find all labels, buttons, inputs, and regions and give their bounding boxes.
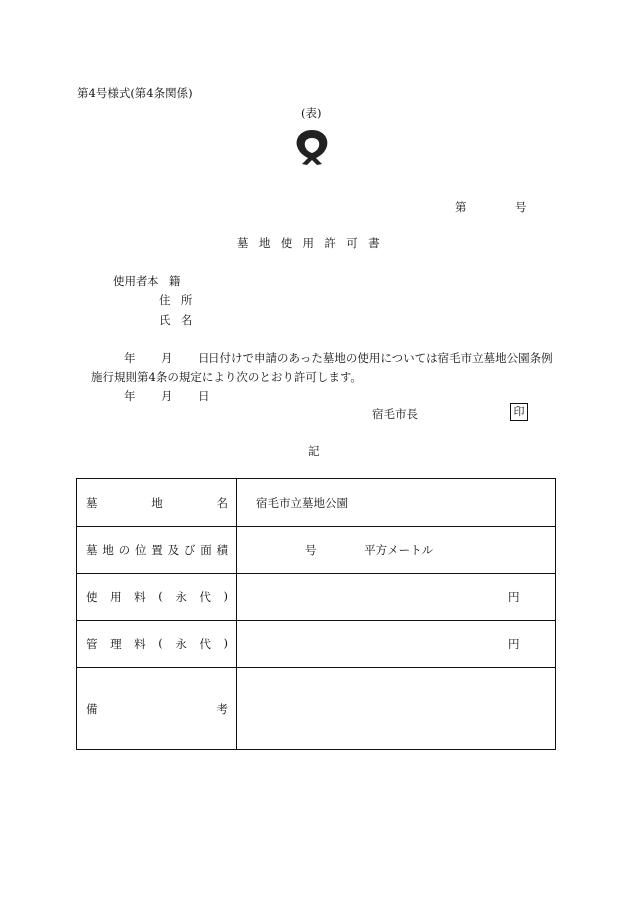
label-char: 墓 (86, 543, 98, 557)
city-emblem-icon (292, 127, 332, 167)
label-char: の (118, 543, 131, 557)
ki-heading: 記 (308, 444, 320, 458)
body-date-year: 年 (124, 351, 136, 365)
label-char: 永 (175, 637, 187, 651)
document-title: 墓地使用許可書 (237, 236, 390, 250)
applicant-field-name: 氏名 (159, 313, 203, 327)
table-row (77, 621, 556, 668)
table-row (77, 574, 556, 621)
applicant-field-address: 住所 (159, 293, 203, 307)
form-number: 第4号様式(第4条関係) (77, 86, 193, 100)
issue-date-year: 年 (124, 389, 136, 403)
issuer-name: 宿毛市長 (372, 407, 418, 421)
yen-unit: 円 (508, 590, 520, 604)
label-char: ) (223, 636, 228, 650)
table-row (77, 527, 556, 574)
row-label-remarks (77, 668, 237, 750)
label-char: 積 (216, 543, 228, 557)
label-char: 及 (167, 543, 180, 557)
label-char: 地 (102, 543, 114, 557)
label-char: 面 (200, 543, 212, 557)
label-char: 料 (134, 637, 146, 651)
label-char: 永 (175, 590, 187, 604)
seal-box: 印 (510, 403, 528, 421)
row-value-management-fee (237, 621, 556, 668)
area-unit: 平方メートル (364, 543, 434, 557)
table-row (77, 668, 556, 750)
label-char: 考 (216, 701, 228, 716)
detail-table (76, 478, 556, 750)
lot-number-unit: 号 (305, 543, 317, 557)
row-value-location-area (237, 527, 556, 574)
side-label: (表) (301, 106, 322, 120)
row-label-cemetery-name (77, 479, 237, 527)
row-label-location-area (77, 527, 237, 574)
body-text-line2: 施行規則第4条の規定により次のとおり許可します。 (91, 370, 362, 384)
body-date-month: 月 (161, 351, 173, 365)
label-char: 置 (151, 543, 163, 557)
label-char: 料 (134, 590, 146, 604)
applicant-label: 使用者 (113, 274, 148, 288)
label-char: 名 (216, 495, 228, 510)
row-label-management-fee (77, 621, 237, 668)
yen-unit: 円 (508, 637, 520, 651)
issue-date-month: 月 (161, 389, 173, 403)
issue-date-day: 日 (198, 389, 210, 403)
label-char: 用 (110, 590, 122, 604)
label-char: 代 (199, 637, 211, 651)
body-date-day: 日 (198, 351, 210, 365)
label-char: 備 (86, 701, 98, 716)
table-row (77, 479, 556, 527)
label-char: 使 (86, 590, 98, 604)
label-char: 理 (110, 637, 122, 651)
applicant-field-honseki: 本籍 (147, 274, 191, 288)
label-char: 位 (134, 543, 147, 557)
doc-number-suffix: 号 (515, 200, 527, 214)
doc-number-prefix: 第 (455, 200, 467, 214)
label-char: 管 (86, 637, 98, 651)
label-char: ) (223, 589, 228, 603)
label-char: び (183, 543, 196, 557)
row-value-remarks (237, 668, 556, 750)
label-char: ( (158, 589, 163, 603)
label-char: 代 (199, 590, 211, 604)
row-value-usage-fee (237, 574, 556, 621)
label-char: 墓 (86, 495, 98, 510)
label-char: ( (158, 636, 163, 650)
label-char: 地 (151, 495, 163, 510)
cemetery-name-value: 宿毛市立墓地公園 (256, 495, 348, 510)
body-text-line1: 日付けで申請のあった墓地の使用については宿毛市立墓地公園条例 (208, 351, 553, 365)
row-label-usage-fee (77, 574, 237, 621)
row-value-cemetery-name (237, 479, 556, 527)
